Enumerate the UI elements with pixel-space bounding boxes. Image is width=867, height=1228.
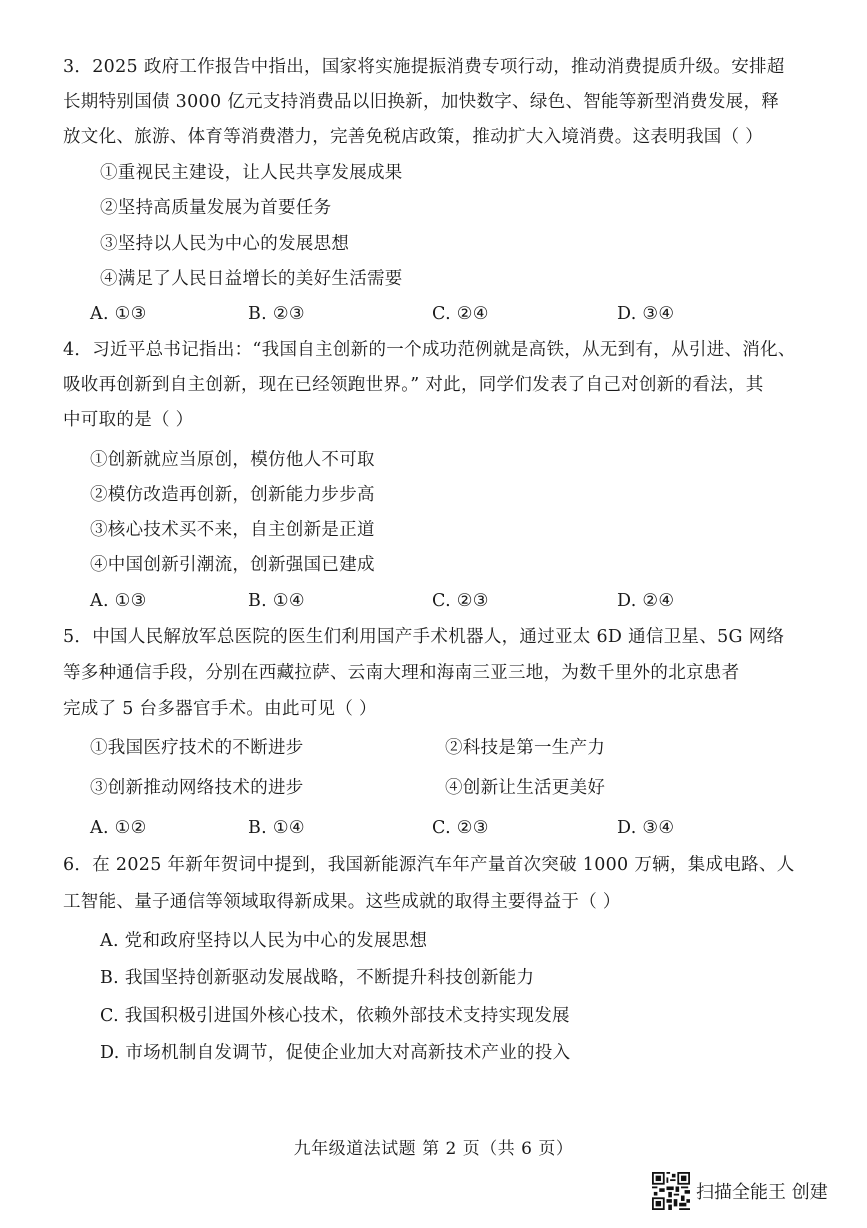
q6-choice-d: D. 市场机制自发调节，促使企业加大对高新技术产业的投入 [100, 1043, 571, 1063]
q5-statement-3: ③创新推动网络技术的进步 [90, 778, 304, 798]
q4-statement-4: ④中国创新引潮流，创新强国已建成 [90, 555, 375, 575]
q5-statement-1: ①我国医疗技术的不断进步 [90, 738, 304, 758]
q6-choice-b: B. 我国坚持创新驱动发展战略，不断提升科技创新能力 [100, 968, 535, 988]
q6-choice-a: A. 党和政府坚持以人民为中心的发展思想 [100, 931, 428, 951]
q4-statement-1: ①创新就应当原创，模仿他人不可取 [90, 450, 375, 470]
q3-choice-d: D. ③④ [617, 304, 675, 324]
q3-choice-a: A. ①③ [90, 304, 147, 324]
question-3-stem [63, 50, 809, 155]
q4-choice-c: C. ②③ [432, 591, 489, 611]
scanner-watermark: 扫描全能王 创建 [696, 1182, 828, 1203]
q4-choice-a: A. ①③ [90, 591, 147, 611]
page-footer: 九年级道法试题 第 2 页（共 6 页） [293, 1139, 574, 1159]
question-5-line-3: 完成了 5 台多器官手术。由此可见（ ） [63, 699, 377, 719]
q4-choice-b: B. ①④ [248, 591, 305, 611]
question-3-line-1: 3．2025 政府工作报告中指出，国家将实施提振消费专项行动，推动消费提质升级。安排超 [63, 57, 785, 77]
q3-statement-4: ④满足了人民日益增长的美好生活需要 [100, 269, 403, 289]
q5-choice-a: A. ①② [90, 818, 147, 838]
question-5-line-2: 等多种通信手段，分别在西藏拉萨、云南大理和海南三亚三地，为数千里外的北京患者 [63, 663, 740, 683]
question-6-line-1: 6．在 2025 年新年贺词中提到，我国新能源汽车年产量首次突破 1000 万辆，集成电路、人 [63, 855, 795, 875]
q6-choice-c: C. 我国积极引进国外核心技术，依赖外部技术支持实现发展 [100, 1006, 570, 1026]
q5-statement-4: ④创新让生活更美好 [445, 778, 606, 798]
question-3-line-3: 放文化、旅游、体育等消费潜力，完善免税店政策，推动扩大入境消费。这表明我国（ ） [63, 127, 764, 147]
qr-code-icon [652, 1172, 690, 1210]
question-3-line-2: 长期特别国债 3000 亿元支持消费品以旧换新，加快数字、绿色、智能等新型消费发展，释 [63, 92, 780, 112]
question-6-line-2: 工智能、量子通信等领域取得新成果。这些成就的取得主要得益于（ ） [63, 892, 621, 912]
q3-choice-b: B. ②③ [248, 304, 305, 324]
q3-statement-2: ②坚持高质量发展为首要任务 [100, 198, 332, 218]
question-5-line-1: 5．中国人民解放军总医院的医生们利用国产手术机器人，通过亚太 6D 通信卫星、5G 网络 [63, 627, 785, 647]
q5-choice-d: D. ③④ [617, 818, 675, 838]
question-6-stem [63, 847, 809, 921]
q5-choice-b: B. ①④ [248, 818, 305, 838]
question-4-line-1: 4．习近平总书记指出：“我国自主创新的一个成功范例就是高铁，从无到有，从引进、消化、 [63, 340, 796, 360]
question-4-line-2: 吸收再创新到自主创新，现在已经领跑世界。” 对此，同学们发表了自己对创新的看法，其 [63, 375, 764, 395]
q3-choice-c: C. ②④ [432, 304, 489, 324]
question-5-stem [63, 619, 809, 727]
q3-statement-1: ①重视民主建设，让人民共享发展成果 [100, 163, 403, 183]
q4-choice-d: D. ②④ [617, 591, 675, 611]
question-4-line-3: 中可取的是（ ） [63, 410, 194, 430]
q4-statement-3: ③核心技术买不来，自主创新是正道 [90, 520, 375, 540]
q4-statement-2: ②模仿改造再创新，创新能力步步高 [90, 485, 375, 505]
q5-statement-2: ②科技是第一生产力 [445, 738, 606, 758]
q5-choice-c: C. ②③ [432, 818, 489, 838]
question-4-stem [63, 333, 809, 438]
q3-statement-3: ③坚持以人民为中心的发展思想 [100, 234, 350, 254]
